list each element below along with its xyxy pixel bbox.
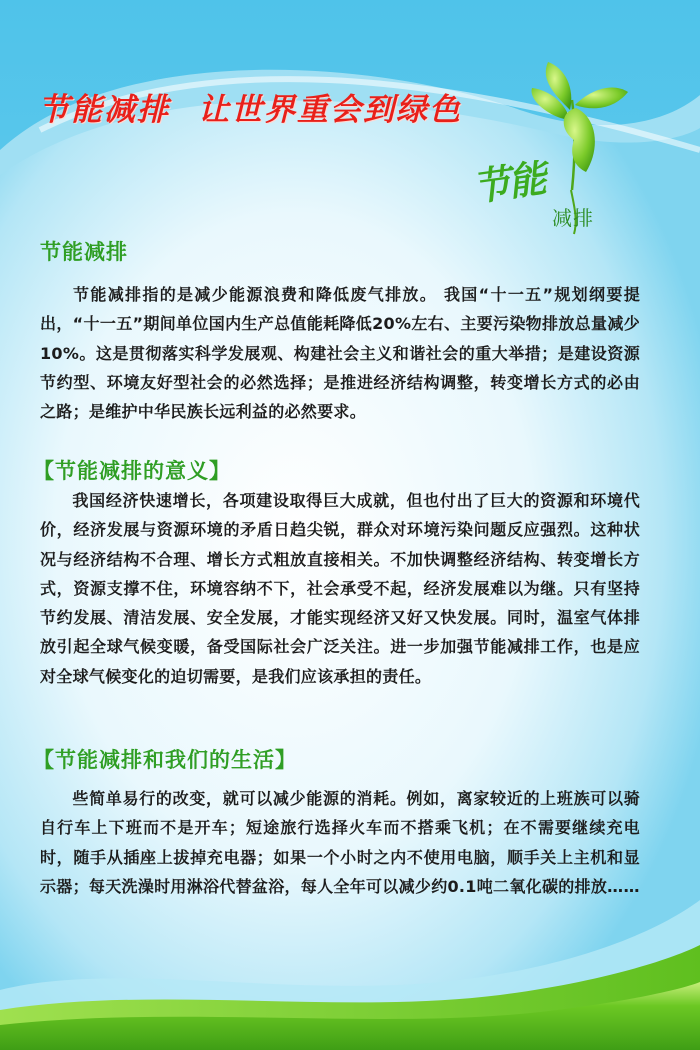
section-heading-daily-life: 【节能减排和我们的生活】	[33, 748, 297, 772]
section-body-intro	[40, 280, 640, 426]
section-heading-intro: 节能减排	[40, 240, 128, 264]
section-heading-significance: 【节能减排的意义】	[33, 459, 231, 483]
main-title-right: 让世界重会到绿色	[198, 92, 462, 128]
section-text-significance: 我国经济快速增长，各项建设取得巨大成就，但也付出了巨大的资源和环境代价，经济发展与资源环境的矛盾日趋尖锐，群众对环境污染问题反应强烈。这种状况与经济结构不合理、增长方式粗放直接相关。不加快调整经济结构、转变增长方式，资源支撑不住，环境容纳不下，社会承受不起，经济发展难以为继。只有坚持节约发展、清洁发展、安全发展，才能实现经济又好又快发展。同时，温室气体排放引起全球气候变暖，备受国际社会广泛关注。进一步加强节能减排工作，也是应对全球气候变化的迫切需要，是我们应该承担的责任。	[40, 491, 640, 686]
section-body-daily-life	[40, 784, 640, 901]
section-text-intro: 节能减排指的是减少能源浪费和降低废气排放。 我国“十一五”规划纲要提出，“十一五”期间单位国内生产总值能耗降低20%左右、主要污染物排放总量减少10%。这是贯彻落实科学发展观、构建社会主义和谐社会的重大举措；是建设资源节约型、环境友好型社会的必然选择；是推进经济结构调整，转变增长方式的必由之路；是维护中华民族长远利益的必然要求。	[40, 285, 640, 422]
brand-mark-large: 节能	[469, 155, 548, 210]
brand-mark	[469, 152, 632, 242]
main-title-left: 节能减排	[38, 92, 170, 128]
brand-mark-small: 减排	[552, 206, 594, 230]
section-body-significance	[40, 486, 640, 691]
section-text-daily-life: 些简单易行的改变，就可以减少能源的消耗。例如，离家较近的上班族可以骑自行车上下班而不是开车；短途旅行选择火车而不搭乘飞机；在不需要继续充电时，随手从插座上拔掉充电器；如果一个小时之内不使用电脑，顺手关上主机和显示器；每天洗澡时用淋浴代替盆浴，每人全年可以减少约0.1吨二氧化碳的排放……	[40, 789, 640, 896]
main-title	[38, 84, 462, 129]
